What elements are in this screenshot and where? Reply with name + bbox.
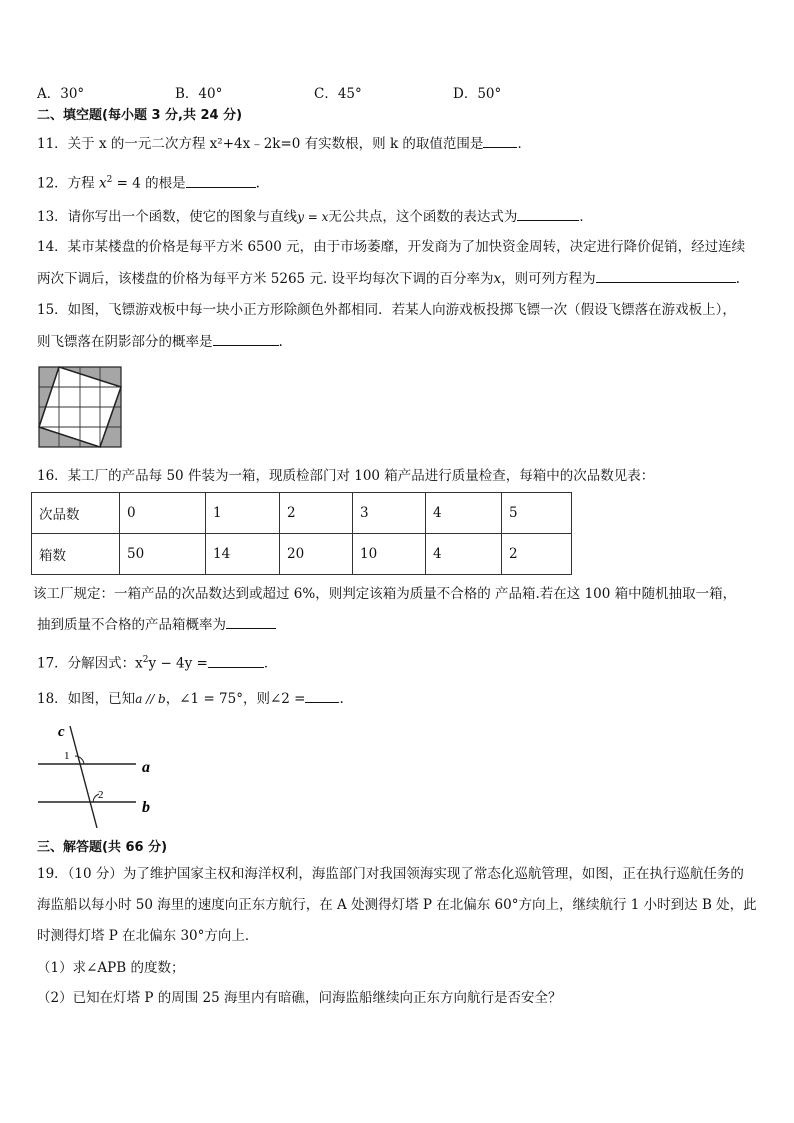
q18-blank xyxy=(305,688,339,703)
q18-end: . xyxy=(339,691,344,707)
question-13 xyxy=(37,206,593,227)
table-cell: 2 xyxy=(502,534,572,575)
q14-blank xyxy=(596,268,736,283)
table-cell: 50 xyxy=(120,534,206,575)
table-cell: 次品数 xyxy=(32,493,120,534)
q12-expr: x xyxy=(98,175,107,192)
table-cell: 4 xyxy=(426,493,502,534)
q13-post: 无公共点，这个函数的表达式为 xyxy=(328,209,518,225)
table-row xyxy=(32,493,572,534)
label-c: c xyxy=(58,724,65,740)
table-cell: 0 xyxy=(120,493,206,534)
q17-end: ． xyxy=(263,655,278,672)
question-14-line2 xyxy=(37,268,740,289)
question-19-line1: 19．（10 分）为了维护国家主权和海洋权利，海监部门对我国领海实现了常态化巡航管理，如图，正在执行巡航任务的 xyxy=(37,866,744,882)
section3-title: 三、解答题(共 66 分) xyxy=(37,840,168,855)
section2-title: 二、填空题(每小题 3 分,共 24 分) xyxy=(37,108,243,123)
option-a: A．30° xyxy=(37,86,85,102)
q17-pre: 17．分解因式：x xyxy=(37,655,143,672)
question-19-line3: 时测得灯塔 P 在北偏东 30°方向上． xyxy=(37,928,259,944)
q12-post: = 4 的根是 xyxy=(112,175,186,192)
question-11 xyxy=(37,133,531,154)
q13-blank xyxy=(517,206,579,221)
q14-line2-post: ，则可列方程为 xyxy=(501,271,596,287)
table-cell: 3 xyxy=(353,493,426,534)
question-16-intro: 16．某工厂的产品每 50 件装为一箱，现质检部门对 100 箱产品进行质量检查，每箱中的次品数见表： xyxy=(37,468,655,484)
q12-blank xyxy=(186,173,256,188)
q13-pre: 13．请你写出一个函数，使它的图象与直线 xyxy=(37,209,298,225)
q12-pre: 12．方程 xyxy=(37,175,95,192)
q17-blank xyxy=(208,653,264,668)
table-cell: 箱数 xyxy=(32,534,120,575)
q16-ask-text: 抽到质量不合格的产品箱概率为 xyxy=(37,617,226,633)
table-cell: 20 xyxy=(280,534,353,575)
q18-mid: ，∠1 = 75°，则∠2 = xyxy=(165,691,306,707)
option-b: B．40° xyxy=(175,86,223,102)
q17-exp: 2 xyxy=(142,655,149,665)
label-a: a xyxy=(142,759,150,776)
q17-post: y − 4y = xyxy=(148,655,208,672)
q11-blank xyxy=(483,133,517,148)
question-18 xyxy=(37,688,344,709)
q15-line2-text: 则飞镖落在阴影部分的概率是 xyxy=(37,334,213,350)
q14-line2-pre: 两次下调后，该楼盘的价格为每平方米 5265 元. 设平均每次下调的百分率为 xyxy=(37,271,494,287)
question-19-part1: （1）求∠APB 的度数； xyxy=(37,960,185,976)
q16-blank xyxy=(226,614,276,629)
q11-end: ． xyxy=(517,136,531,152)
defect-table xyxy=(31,492,572,575)
table-cell: 10 xyxy=(353,534,426,575)
question-19-line2: 海监船以每小时 50 海里的速度向正东方航行，在 A 处测得灯塔 P 在北偏东 60°方向上，继续航行 1 小时到达 B 处，此 xyxy=(37,897,757,913)
question-19-part2: （2）已知在灯塔 P 的周围 25 海里内有暗礁，问海监船继续向正东方向航行是否安全？ xyxy=(37,990,562,1006)
table-row xyxy=(32,534,572,575)
question-17 xyxy=(37,650,277,674)
table-cell: 14 xyxy=(206,534,280,575)
parallel-lines-figure xyxy=(36,720,160,830)
option-c: C．45° xyxy=(314,86,362,102)
label-angle-1: 1 xyxy=(64,750,70,762)
line-c xyxy=(70,726,97,828)
q14-var: x xyxy=(493,271,502,287)
question-12 xyxy=(37,170,260,194)
question-16-ask xyxy=(37,614,276,635)
q15-end: . xyxy=(278,334,283,350)
table-cell: 4 xyxy=(426,534,502,575)
question-16-rule: 该工厂规定：一箱产品的次品数达到或超过 6%，则判定该箱为质量不合格的 产品箱.若在这 100 箱中随机抽取一箱， xyxy=(33,586,737,602)
dartboard-figure xyxy=(38,366,122,448)
q11-text: 11．关于 x 的一元二次方程 x²+4x﹣2k=0 有实数根，则 k 的取值范围是 xyxy=(37,136,484,152)
question-14-line1: 14．某市某楼盘的价格是每平方米 6500 元，由于市场萎靡，开发商为了加快资金周转，决定进行降价促销，经过连续 xyxy=(37,239,746,255)
q18-pre: 18．如图，已知 xyxy=(37,691,136,707)
question-15-line1: 15．如图，飞镖游戏板中每一块小正方形除颜色外都相同．若某人向游戏板投掷飞镖一次（假设飞镖落在游戏板上）， xyxy=(37,302,736,318)
q12-exp: 2 xyxy=(106,175,113,185)
q18-cond: a // b xyxy=(135,692,166,706)
q14-end: . xyxy=(735,271,740,287)
q12-end: . xyxy=(255,175,260,192)
option-d: D．50° xyxy=(453,86,502,102)
q13-expr: y = x xyxy=(297,210,329,224)
table-cell: 1 xyxy=(206,493,280,534)
table-cell: 2 xyxy=(280,493,353,534)
question-15-line2 xyxy=(37,331,283,352)
label-b: b xyxy=(142,799,150,816)
table-cell: 5 xyxy=(502,493,572,534)
q15-blank xyxy=(213,331,279,346)
q13-end: ． xyxy=(579,209,593,225)
label-angle-2: 2 xyxy=(98,789,104,801)
